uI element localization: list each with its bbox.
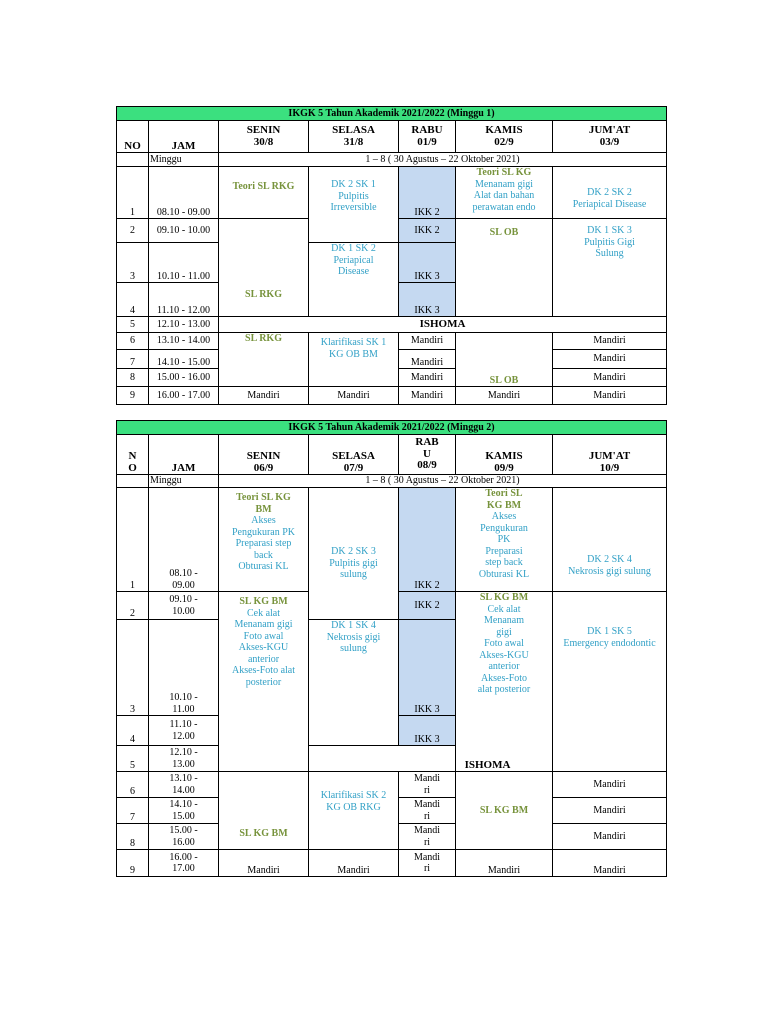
row-number: 1 [117,488,149,592]
selasa-mandiri: Mandiri [309,387,399,405]
header-rabu: RAB U 08/9 [399,435,456,475]
jumat-mandiri: Mandiri [553,798,667,824]
time-slot: 10.10 - 11.00 [149,620,219,716]
header-no: N O [117,435,149,475]
row-number: 3 [117,620,149,716]
jumat-mandiri: Mandiri [553,369,667,387]
minggu-label: Minggu [149,153,219,167]
jumat-mandiri: Mandiri [553,850,667,877]
header-rabu: RABU 01/9 [399,121,456,153]
rabu-mandiri: Mandi ri [399,824,456,850]
kamis-teori: Teori SL KG BM Akses Pengukuran PK Preparasi step back Obturasi KL [456,488,553,592]
senin-mandiri: Mandiri [219,387,309,405]
time-slot: 12.10 - 13.00 [149,317,219,333]
rabu-mandiri: Mandiri [399,350,456,369]
time-slot: 15.00 - 16.00 [149,369,219,387]
time-slot: 09.10 - 10.00 [149,219,219,243]
selasa-session-c: Klarifikasi SK 2 KG OB RKG [309,772,399,850]
row-number: 9 [117,850,149,877]
time-slot: 16.00 - 17.00 [149,387,219,405]
jumat-mandiri: Mandiri [553,772,667,798]
kamis-sl: SL KG BM Cek alat Menanam gigi Foto awal Akses-KGU anterior Akses-Foto alat posterior [456,592,553,772]
header-senin: SENIN 30/8 [219,121,309,153]
header-jumat: JUM'AT 10/9 [553,435,667,475]
row-number: 8 [117,824,149,850]
row-number: 9 [117,387,149,405]
selasa-session-c: Klarifikasi SK 1 KG OB BM [309,333,399,387]
row-number: 3 [117,243,149,283]
time-slot: 10.10 - 11.00 [149,243,219,283]
ishoma: ISHOMA [309,746,667,772]
row-number: 5 [117,317,149,333]
header-kamis: KAMIS 09/9 [456,435,553,475]
jumat-session-a: DK 2 SK 2 Periapical Disease [553,167,667,219]
row-number: 6 [117,772,149,798]
time-slot: 08.10 - 09.00 [149,488,219,592]
schedule-table-week2 [116,420,667,877]
time-slot: 13.10 - 14.00 [149,772,219,798]
header-kamis: KAMIS 02/9 [456,121,553,153]
rabu-mandiri: Mandiri [399,333,456,350]
senin-teori: Teori SL KG BM Akses Pengukuran PK Preparasi step back Obturasi KL [219,488,309,592]
header-jumat: JUM'AT 03/9 [553,121,667,153]
time-slot: 13.10 - 14.00 [149,333,219,350]
minggu-label: Minggu [149,475,219,488]
row-number: 4 [117,283,149,317]
rabu-mandiri: Mandiri [399,387,456,405]
rabu-ikk: IKK 2 [399,219,456,243]
rabu-ikk: IKK 2 [399,167,456,219]
row-number: 7 [117,350,149,369]
jumat-session-b: DK 1 SK 3 Pulpitis Gigi Sulung [553,219,667,317]
jumat-session-b: DK 1 SK 5 Emergency endodontic [553,592,667,772]
selasa-session-a: DK 2 SK 3 Pulpitis gigi sulung [309,488,399,620]
kamis-sl-2: SL OB [456,333,553,387]
jumat-mandiri: Mandiri [553,333,667,350]
minggu-range: 1 – 8 ( 30 Agustus – 22 Oktober 2021) [219,153,667,167]
senin-sl: SL KG BM Cek alat Menanam gigi Foto awal Akses-KGU anterior Akses-Foto alat posterior [219,592,309,772]
time-slot: 15.00 - 16.00 [149,824,219,850]
jumat-mandiri: Mandiri [553,350,667,369]
rabu-ikk: IKK 3 [399,620,456,716]
jumat-mandiri: Mandiri [553,387,667,405]
row-number: 4 [117,716,149,746]
row-number: 2 [117,592,149,620]
ishoma: ISHOMA [219,317,667,333]
row-number: 2 [117,219,149,243]
senin-sl-2: SL RKG [219,333,309,387]
row-number: 6 [117,333,149,350]
senin-sl: SL RKG [219,219,309,317]
kamis-mandiri: Mandiri [456,850,553,877]
rabu-mandiri: Mandi ri [399,850,456,877]
header-selasa: SELASA 07/9 [309,435,399,475]
kamis-sl-2: SL KG BM [456,772,553,850]
table-title: IKGK 5 Tahun Akademik 2021/2022 (Minggu 1) [117,107,667,121]
schedule-table-week1 [116,106,667,405]
rabu-mandiri: Mandi ri [399,772,456,798]
row-number: 8 [117,369,149,387]
selasa-mandiri: Mandiri [309,850,399,877]
rabu-ikk: IKK 3 [399,716,456,746]
header-jam: JAM [149,435,219,475]
kamis-teori: Teori SL KG Menanam gigi Alat dan bahan perawatan endo [456,167,553,219]
senin-teori: Teori SL RKG [219,167,309,219]
table-title: IKGK 5 Tahun Akademik 2021/2022 (Minggu 2) [117,421,667,435]
rabu-ikk: IKK 3 [399,283,456,317]
rabu-ikk: IKK 2 [399,592,456,620]
selasa-session-b: DK 1 SK 2 Periapical Disease [309,243,399,317]
time-slot: 14.10 - 15.00 [149,350,219,369]
header-senin: SENIN 06/9 [219,435,309,475]
time-slot: 16.00 - 17.00 [149,850,219,877]
row-number: 1 [117,167,149,219]
time-slot: 12.10 - 13.00 [149,746,219,772]
selasa-session-a: DK 2 SK 1 Pulpitis Irreversible [309,167,399,243]
minggu-range: 1 – 8 ( 30 Agustus – 22 Oktober 2021) [219,475,667,488]
time-slot: 14.10 - 15.00 [149,798,219,824]
time-slot: 08.10 - 09.00 [149,167,219,219]
jumat-mandiri: Mandiri [553,824,667,850]
time-slot: 09.10 - 10.00 [149,592,219,620]
jumat-session-a: DK 2 SK 4 Nekrosis gigi sulung [553,488,667,592]
senin-mandiri: Mandiri [219,850,309,877]
header-jam: JAM [149,121,219,153]
senin-sl-2: SL KG BM [219,772,309,850]
time-slot: 11.10 - 12.00 [149,716,219,746]
rabu-mandiri: Mandi ri [399,798,456,824]
selasa-session-b: DK 1 SK 4 Nekrosis gigi sulung [309,620,399,746]
rabu-ikk: IKK 3 [399,243,456,283]
kamis-sl: SL OB [456,219,553,317]
rabu-ikk: IKK 2 [399,488,456,592]
row-number: 5 [117,746,149,772]
header-selasa: SELASA 31/8 [309,121,399,153]
row-number: 7 [117,798,149,824]
kamis-mandiri: Mandiri [456,387,553,405]
rabu-mandiri: Mandiri [399,369,456,387]
time-slot: 11.10 - 12.00 [149,283,219,317]
header-no: NO [117,121,149,153]
